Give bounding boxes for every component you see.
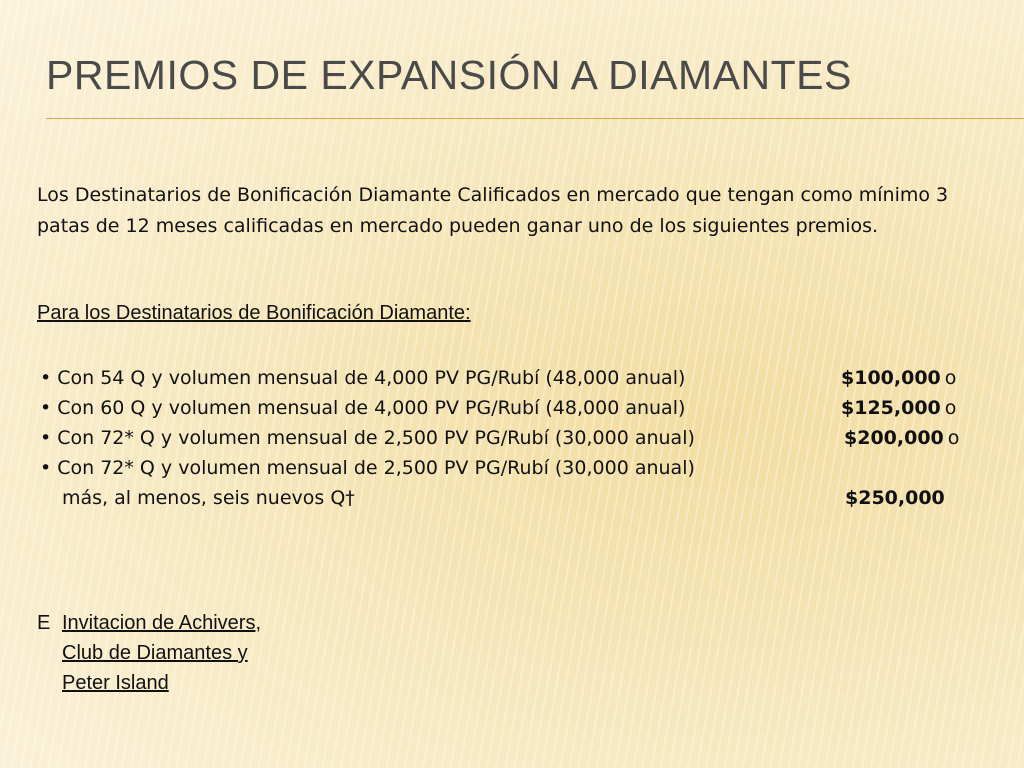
achievers-invitation [37, 608, 261, 698]
prize-item [40, 363, 1000, 393]
achievers-marker: E [37, 612, 51, 634]
prize-item [40, 423, 1000, 453]
slide-title: PREMIOS DE EXPANSIÓN A DIAMANTES [46, 52, 852, 98]
achievers-line [37, 608, 261, 638]
intro-paragraph: Los Destinatarios de Bonificación Diamante Calificados en mercado que tengan como mínimo 3 patas de 12 meses calificadas en mercado pueden ganar uno de los siguientes premios. [37, 184, 949, 237]
prize-description: • Con 60 Q y volumen mensual de 4,000 PV PG/Rubí (48,000 anual) [40, 397, 686, 419]
achievers-line-2: Club de Diamantes y [62, 642, 248, 664]
prize-or: o [944, 397, 957, 419]
prize-amount-group [841, 393, 956, 423]
prize-or: o [944, 367, 957, 389]
prize-amount: $100,000 [841, 367, 941, 389]
prize-amount: $250,000 [845, 487, 945, 509]
achievers-line-1: Invitacion de Achivers, [62, 612, 261, 634]
prize-list [40, 363, 1000, 513]
prize-description: • Con 54 Q y volumen mensual de 4,000 PV PG/Rubí (48,000 anual) [40, 367, 686, 389]
prize-continuation: más, al menos, seis nuevos Q† [62, 487, 355, 509]
prize-amount-group [841, 363, 956, 393]
prize-description: • Con 72* Q y volumen mensual de 2,500 PV PG/Rubí (30,000 anual) [40, 457, 695, 479]
prize-item [40, 453, 1000, 483]
prize-description: • Con 72* Q y volumen mensual de 2,500 PV PG/Rubí (30,000 anual) [40, 427, 695, 449]
prize-item [40, 393, 1000, 423]
prize-amount-group [844, 423, 959, 453]
prize-item-continuation [40, 483, 1000, 513]
achievers-line-3: Peter Island [62, 672, 169, 694]
prize-amount: $125,000 [841, 397, 941, 419]
prize-amount: $200,000 [844, 427, 944, 449]
title-divider [46, 118, 1024, 119]
prize-or: o [947, 427, 960, 449]
section-heading: Para los Destinatarios de Bonificación Diamante: [37, 302, 471, 324]
